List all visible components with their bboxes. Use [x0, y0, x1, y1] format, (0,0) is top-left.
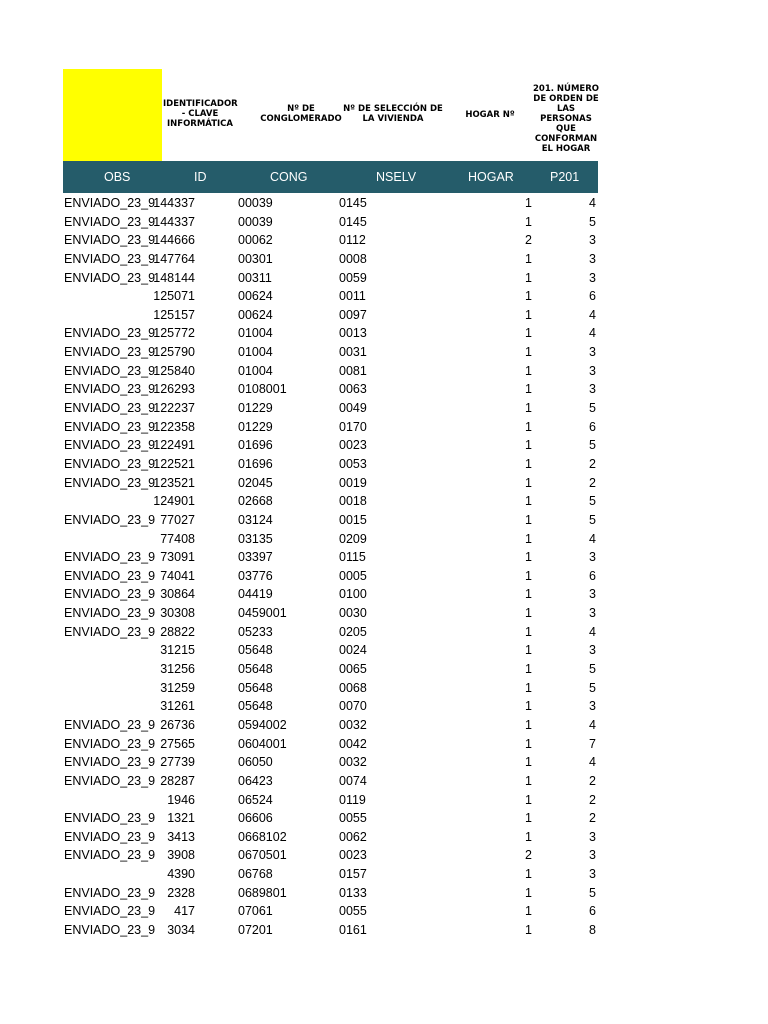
cell-id[interactable]: 3908: [167, 848, 195, 863]
cell-p201[interactable]: 6: [589, 419, 596, 434]
cell-cong[interactable]: 05233: [238, 624, 273, 639]
cell-obs[interactable]: ENVIADO_23_9: [64, 587, 156, 602]
table-row: [0, 530, 768, 549]
cell-p201[interactable]: 5: [589, 662, 596, 677]
cell-obs[interactable]: ENVIADO_23_9: [64, 773, 156, 788]
cell-nselv[interactable]: 0019: [339, 475, 367, 490]
cell-obs[interactable]: ENVIADO_23_9: [64, 475, 156, 490]
column-header-row: [63, 161, 598, 193]
cell-cong[interactable]: 01004: [238, 363, 273, 378]
cell-id[interactable]: 30308: [160, 606, 195, 621]
cell-id[interactable]: 148144: [153, 270, 195, 285]
cell-obs[interactable]: ENVIADO_23_9: [64, 363, 156, 378]
cell-hogar[interactable]: 1: [525, 643, 532, 658]
cell-id[interactable]: 28287: [160, 773, 195, 788]
cell-obs[interactable]: ENVIADO_23_9: [64, 382, 156, 397]
cell-obs[interactable]: ENVIADO_23_9: [64, 326, 156, 341]
cell-p201[interactable]: 2: [589, 792, 596, 807]
cell-hogar[interactable]: 1: [525, 270, 532, 285]
cell-cong[interactable]: 00039: [238, 214, 273, 229]
table-row: [0, 492, 768, 511]
cell-hogar[interactable]: 1: [525, 885, 532, 900]
cell-hogar[interactable]: 1: [525, 662, 532, 677]
cell-nselv[interactable]: 0032: [339, 717, 367, 732]
cell-nselv[interactable]: 0018: [339, 494, 367, 509]
table-row: [0, 865, 768, 884]
cell-p201[interactable]: 3: [589, 363, 596, 378]
cell-nselv[interactable]: 0023: [339, 848, 367, 863]
cell-nselv[interactable]: 0145: [339, 196, 367, 210]
cell-obs[interactable]: ENVIADO_23_9: [64, 885, 156, 900]
cell-obs[interactable]: ENVIADO_23_9: [64, 214, 156, 229]
cell-nselv[interactable]: 0081: [339, 363, 367, 378]
cell-nselv[interactable]: 0209: [339, 531, 367, 546]
cell-hogar[interactable]: 1: [525, 736, 532, 751]
cell-cong[interactable]: 07201: [238, 922, 273, 937]
cell-cong[interactable]: 06768: [238, 867, 273, 882]
table-row: [0, 548, 768, 567]
cell-nselv[interactable]: 0062: [339, 829, 367, 844]
cell-id[interactable]: 77027: [160, 512, 195, 527]
cell-obs[interactable]: ENVIADO_23_9: [64, 196, 156, 210]
cell-cong[interactable]: 0670501: [238, 848, 287, 863]
cell-p201[interactable]: 5: [589, 680, 596, 695]
cell-id[interactable]: 2328: [167, 885, 195, 900]
cell-id[interactable]: 125071: [153, 289, 195, 304]
table-row: [0, 436, 768, 455]
cell-p201[interactable]: 3: [589, 550, 596, 565]
cell-cong[interactable]: 03776: [238, 568, 273, 583]
cell-obs[interactable]: ENVIADO_23_9: [64, 922, 156, 937]
cell-id[interactable]: 77408: [160, 531, 195, 546]
cell-id[interactable]: 1321: [167, 811, 195, 826]
cell-hogar[interactable]: 1: [525, 419, 532, 434]
cell-obs[interactable]: ENVIADO_23_9: [64, 717, 156, 732]
cell-obs[interactable]: ENVIADO_23_9: [64, 904, 156, 919]
table-row: [0, 380, 768, 399]
cell-p201[interactable]: 6: [589, 904, 596, 919]
cell-hogar[interactable]: 2: [525, 848, 532, 863]
cell-id[interactable]: 126293: [153, 382, 195, 397]
table-row: [0, 455, 768, 474]
cell-p201[interactable]: 5: [589, 494, 596, 509]
cell-cong[interactable]: 06606: [238, 811, 273, 826]
cell-p201[interactable]: 6: [589, 289, 596, 304]
cell-obs[interactable]: ENVIADO_23_9: [64, 848, 156, 863]
cell-nselv[interactable]: 0059: [339, 270, 367, 285]
cell-id[interactable]: 27739: [160, 755, 195, 770]
table-row: [0, 604, 768, 623]
cell-p201[interactable]: 5: [589, 438, 596, 453]
col-header-p201[interactable]: P201: [550, 170, 580, 184]
cell-p201[interactable]: 2: [589, 456, 596, 471]
cell-p201[interactable]: 6: [589, 568, 596, 583]
cell-hogar[interactable]: 1: [525, 345, 532, 360]
cell-obs[interactable]: ENVIADO_23_9: [64, 568, 156, 583]
cell-nselv[interactable]: 0013: [339, 326, 367, 341]
table-row: [0, 362, 768, 381]
cell-id[interactable]: 125157: [153, 307, 195, 322]
cell-nselv[interactable]: 0112: [339, 233, 366, 248]
cell-p201[interactable]: 4: [589, 624, 596, 639]
cell-obs[interactable]: ENVIADO_23_9: [64, 811, 156, 826]
cell-cong[interactable]: 05648: [238, 680, 273, 695]
table-row: [0, 306, 768, 325]
table-row: [0, 772, 768, 791]
cell-id[interactable]: 1946: [167, 792, 195, 807]
table-row: [0, 735, 768, 754]
desc-id: IDENTIFICADOR - CLAVE INFORMÁTICA: [163, 99, 238, 129]
desc-cong: Nº DE CONGLOMERADO: [260, 104, 342, 124]
cell-nselv[interactable]: 0015: [339, 512, 367, 527]
cell-id[interactable]: 28822: [160, 624, 195, 639]
table-row: [0, 791, 768, 810]
cell-cong[interactable]: 01696: [238, 438, 273, 453]
cell-nselv[interactable]: 0042: [339, 736, 367, 751]
table-row: [0, 194, 768, 213]
cell-cong[interactable]: 03135: [238, 531, 273, 546]
cell-id[interactable]: 31259: [160, 680, 195, 695]
cell-id[interactable]: 144666: [153, 233, 195, 248]
cell-hogar[interactable]: 1: [525, 755, 532, 770]
cell-cong[interactable]: 01229: [238, 419, 273, 434]
cell-cong[interactable]: 01004: [238, 326, 273, 341]
cell-id[interactable]: 122521: [153, 456, 195, 471]
cell-hogar[interactable]: 1: [525, 475, 532, 490]
table-row: [0, 399, 768, 418]
cell-cong[interactable]: 06524: [238, 792, 273, 807]
desc-p201: 201. NÚMERO DE ORDEN DE LAS PERSONAS QUE CONFORMAN EL HOGAR: [533, 84, 599, 154]
cell-nselv[interactable]: 0133: [339, 885, 367, 900]
cell-cong[interactable]: 07061: [238, 904, 273, 919]
cell-id[interactable]: 74041: [160, 568, 195, 583]
cell-hogar[interactable]: 1: [525, 922, 532, 937]
cell-cong[interactable]: 02668: [238, 494, 273, 509]
cell-id[interactable]: 124901: [153, 494, 195, 509]
cell-cong[interactable]: 06423: [238, 773, 273, 788]
cell-p201[interactable]: 5: [589, 401, 596, 416]
cell-id[interactable]: 417: [174, 904, 195, 919]
cell-nselv[interactable]: 0011: [339, 289, 366, 304]
cell-cong[interactable]: 0604001: [238, 736, 287, 751]
cell-nselv[interactable]: 0068: [339, 680, 367, 695]
cell-obs[interactable]: ENVIADO_23_9: [64, 606, 156, 621]
cell-hogar[interactable]: 1: [525, 456, 532, 471]
table-row: [0, 511, 768, 530]
cell-cong[interactable]: 00311: [238, 270, 272, 285]
table-row: [0, 287, 768, 306]
cell-cong[interactable]: 05648: [238, 643, 273, 658]
col-header-cong[interactable]: CONG: [270, 170, 308, 184]
cell-cong[interactable]: 05648: [238, 699, 273, 714]
cell-nselv[interactable]: 0032: [339, 755, 367, 770]
cell-cong[interactable]: 04419: [238, 587, 273, 602]
cell-hogar[interactable]: 1: [525, 363, 532, 378]
cell-nselv[interactable]: 0055: [339, 811, 367, 826]
cell-nselv[interactable]: 0157: [339, 867, 367, 882]
cell-hogar[interactable]: 1: [525, 531, 532, 546]
desc-nselv: Nº DE SELECCIÓN DE LA VIVIENDA: [343, 104, 443, 124]
table-row: [0, 474, 768, 493]
table-row: [0, 753, 768, 772]
cell-cong[interactable]: 0594002: [238, 717, 287, 732]
cell-cong[interactable]: 0108001: [238, 382, 287, 397]
cell-p201[interactable]: 5: [589, 885, 596, 900]
table-row: [0, 809, 768, 828]
cell-p201[interactable]: 8: [589, 922, 596, 937]
cell-hogar[interactable]: 1: [525, 494, 532, 509]
cell-hogar[interactable]: 1: [525, 568, 532, 583]
cell-nselv[interactable]: 0049: [339, 401, 367, 416]
cell-cong[interactable]: 01004: [238, 345, 273, 360]
cell-nselv[interactable]: 0023: [339, 438, 367, 453]
table-row: [0, 231, 768, 250]
cell-p201[interactable]: 2: [589, 475, 596, 490]
cell-id[interactable]: 30864: [160, 587, 195, 602]
cell-nselv[interactable]: 0097: [339, 307, 367, 322]
cell-id[interactable]: 3413: [167, 829, 195, 844]
table-row: [0, 846, 768, 865]
cell-obs[interactable]: ENVIADO_23_9: [64, 401, 156, 416]
cell-id[interactable]: 73091: [160, 550, 195, 565]
cell-id[interactable]: 125790: [153, 345, 195, 360]
cell-p201[interactable]: 3: [589, 345, 596, 360]
cell-p201[interactable]: 5: [589, 512, 596, 527]
col-header-obs[interactable]: OBS: [104, 170, 131, 184]
cell-nselv[interactable]: 0115: [339, 550, 366, 565]
cell-cong[interactable]: 0668102: [238, 829, 287, 844]
cell-cong[interactable]: 03124: [238, 512, 273, 527]
cell-hogar[interactable]: 1: [525, 382, 532, 397]
cell-cong[interactable]: 00624: [238, 307, 273, 322]
cell-hogar[interactable]: 1: [525, 214, 532, 229]
cell-cong[interactable]: 00039: [238, 196, 273, 210]
cell-hogar[interactable]: 2: [525, 233, 532, 248]
cell-hogar[interactable]: 1: [525, 438, 532, 453]
cell-id[interactable]: 27565: [160, 736, 195, 751]
cell-id[interactable]: 31215: [160, 643, 195, 658]
table-row: [0, 884, 768, 903]
cell-id[interactable]: 144337: [153, 196, 195, 210]
cell-nselv[interactable]: 0170: [339, 419, 367, 434]
table-row: [0, 902, 768, 921]
cell-hogar[interactable]: 1: [525, 829, 532, 844]
cell-cong[interactable]: 0459001: [238, 606, 287, 621]
cell-obs[interactable]: ENVIADO_23_9: [64, 345, 156, 360]
cell-id[interactable]: 125772: [153, 326, 195, 341]
cell-nselv[interactable]: 0119: [339, 792, 366, 807]
cell-nselv[interactable]: 0031: [339, 345, 367, 360]
cell-cong[interactable]: 00301: [238, 251, 273, 266]
cell-nselv[interactable]: 0008: [339, 251, 367, 266]
table-row: [0, 921, 768, 940]
table-row: [0, 660, 768, 679]
cell-id[interactable]: 125840: [153, 363, 195, 378]
table-row: [0, 213, 768, 232]
cell-obs[interactable]: ENVIADO_23_9: [64, 736, 156, 751]
col-header-id[interactable]: ID: [194, 170, 207, 184]
cell-p201[interactable]: 3: [589, 251, 596, 266]
cell-nselv[interactable]: 0053: [339, 456, 367, 471]
col-header-hogar[interactable]: HOGAR: [468, 170, 514, 184]
cell-hogar[interactable]: 1: [525, 680, 532, 695]
cell-hogar[interactable]: 1: [525, 773, 532, 788]
cell-p201[interactable]: 2: [589, 773, 596, 788]
cell-id[interactable]: 123521: [153, 475, 195, 490]
table-row: [0, 250, 768, 269]
cell-p201[interactable]: 2: [589, 811, 596, 826]
cell-cong[interactable]: 00062: [238, 233, 273, 248]
cell-id[interactable]: 122491: [153, 438, 195, 453]
cell-hogar[interactable]: 1: [525, 512, 532, 527]
cell-p201[interactable]: 5: [589, 214, 596, 229]
table-row: [0, 418, 768, 437]
cell-hogar[interactable]: 1: [525, 867, 532, 882]
cell-p201[interactable]: 4: [589, 755, 596, 770]
cell-hogar[interactable]: 1: [525, 326, 532, 341]
cell-hogar[interactable]: 1: [525, 811, 532, 826]
cell-nselv[interactable]: 0074: [339, 773, 367, 788]
cell-hogar[interactable]: 1: [525, 904, 532, 919]
cell-hogar[interactable]: 1: [525, 587, 532, 602]
cell-id[interactable]: 31261: [160, 699, 195, 714]
cell-nselv[interactable]: 0205: [339, 624, 367, 639]
cell-p201[interactable]: 4: [589, 531, 596, 546]
cell-p201[interactable]: 3: [589, 867, 596, 882]
table-row: [0, 623, 768, 642]
cell-obs[interactable]: ENVIADO_23_9: [64, 456, 156, 471]
cell-hogar[interactable]: 1: [525, 307, 532, 322]
table-row: [0, 269, 768, 288]
cell-hogar[interactable]: 1: [525, 401, 532, 416]
cell-hogar[interactable]: 1: [525, 251, 532, 266]
table-row: [0, 567, 768, 586]
data-table-body: [0, 194, 768, 940]
cell-nselv[interactable]: 0063: [339, 382, 367, 397]
cell-hogar[interactable]: 1: [525, 792, 532, 807]
cell-obs[interactable]: ENVIADO_23_9: [64, 270, 156, 285]
cell-cong[interactable]: 05648: [238, 662, 273, 677]
table-row: [0, 679, 768, 698]
cell-cong[interactable]: 01696: [238, 456, 273, 471]
cell-id[interactable]: 144337: [153, 214, 195, 229]
cell-hogar[interactable]: 1: [525, 606, 532, 621]
cell-obs[interactable]: ENVIADO_23_9: [64, 512, 156, 527]
cell-p201[interactable]: 3: [589, 643, 596, 658]
cell-obs[interactable]: ENVIADO_23_9: [64, 624, 156, 639]
cell-p201[interactable]: 3: [589, 587, 596, 602]
cell-nselv[interactable]: 0024: [339, 643, 367, 658]
cell-nselv[interactable]: 0161: [339, 922, 367, 937]
desc-hogar: HOGAR Nº: [465, 110, 515, 120]
cell-cong[interactable]: 02045: [238, 475, 273, 490]
table-row: [0, 697, 768, 716]
cell-id[interactable]: 26736: [160, 717, 195, 732]
cell-cong[interactable]: 06050: [238, 755, 273, 770]
cell-nselv[interactable]: 0100: [339, 587, 367, 602]
cell-nselv[interactable]: 0065: [339, 662, 367, 677]
cell-cong[interactable]: 0689801: [238, 885, 287, 900]
cell-cong[interactable]: 01229: [238, 401, 273, 416]
cell-nselv[interactable]: 0145: [339, 214, 367, 229]
table-row: [0, 641, 768, 660]
cell-hogar[interactable]: 1: [525, 717, 532, 732]
cell-nselv[interactable]: 0005: [339, 568, 367, 583]
cell-nselv[interactable]: 0030: [339, 606, 367, 621]
cell-cong[interactable]: 00624: [238, 289, 273, 304]
cell-id[interactable]: 147764: [153, 251, 195, 266]
cell-id[interactable]: 3034: [167, 922, 195, 937]
table-row: [0, 585, 768, 604]
table-row: [0, 343, 768, 362]
cell-hogar[interactable]: 1: [525, 550, 532, 565]
table-row: [0, 828, 768, 847]
cell-p201[interactable]: 3: [589, 829, 596, 844]
cell-p201[interactable]: 3: [589, 270, 596, 285]
table-row: [0, 324, 768, 343]
cell-obs[interactable]: ENVIADO_23_9: [64, 829, 156, 844]
cell-hogar[interactable]: 1: [525, 699, 532, 714]
cell-p201[interactable]: 4: [589, 196, 596, 210]
cell-p201[interactable]: 4: [589, 326, 596, 341]
table-row: [0, 716, 768, 735]
cell-hogar[interactable]: 1: [525, 289, 532, 304]
cell-id[interactable]: 4390: [167, 867, 195, 882]
cell-nselv[interactable]: 0055: [339, 904, 367, 919]
cell-hogar[interactable]: 1: [525, 196, 532, 210]
cell-p201[interactable]: 3: [589, 699, 596, 714]
cell-p201[interactable]: 4: [589, 307, 596, 322]
cell-id[interactable]: 31256: [160, 662, 195, 677]
cell-p201[interactable]: 4: [589, 717, 596, 732]
cell-obs[interactable]: ENVIADO_23_9: [64, 233, 156, 248]
cell-obs[interactable]: ENVIADO_23_9: [64, 550, 156, 565]
cell-obs[interactable]: ENVIADO_23_9: [64, 438, 156, 453]
cell-p201[interactable]: 3: [589, 848, 596, 863]
col-header-nselv[interactable]: NSELV: [376, 170, 417, 184]
cell-id[interactable]: 122237: [153, 401, 195, 416]
highlight-cell[interactable]: [63, 69, 162, 161]
cell-cong[interactable]: 03397: [238, 550, 273, 565]
cell-p201[interactable]: 3: [589, 233, 596, 248]
cell-p201[interactable]: 7: [589, 736, 596, 751]
cell-obs[interactable]: ENVIADO_23_9: [64, 755, 156, 770]
cell-p201[interactable]: 3: [589, 606, 596, 621]
cell-p201[interactable]: 3: [589, 382, 596, 397]
cell-hogar[interactable]: 1: [525, 624, 532, 639]
cell-obs[interactable]: ENVIADO_23_9: [64, 419, 156, 434]
cell-obs[interactable]: ENVIADO_23_9: [64, 251, 156, 266]
cell-id[interactable]: 122358: [153, 419, 195, 434]
cell-nselv[interactable]: 0070: [339, 699, 367, 714]
